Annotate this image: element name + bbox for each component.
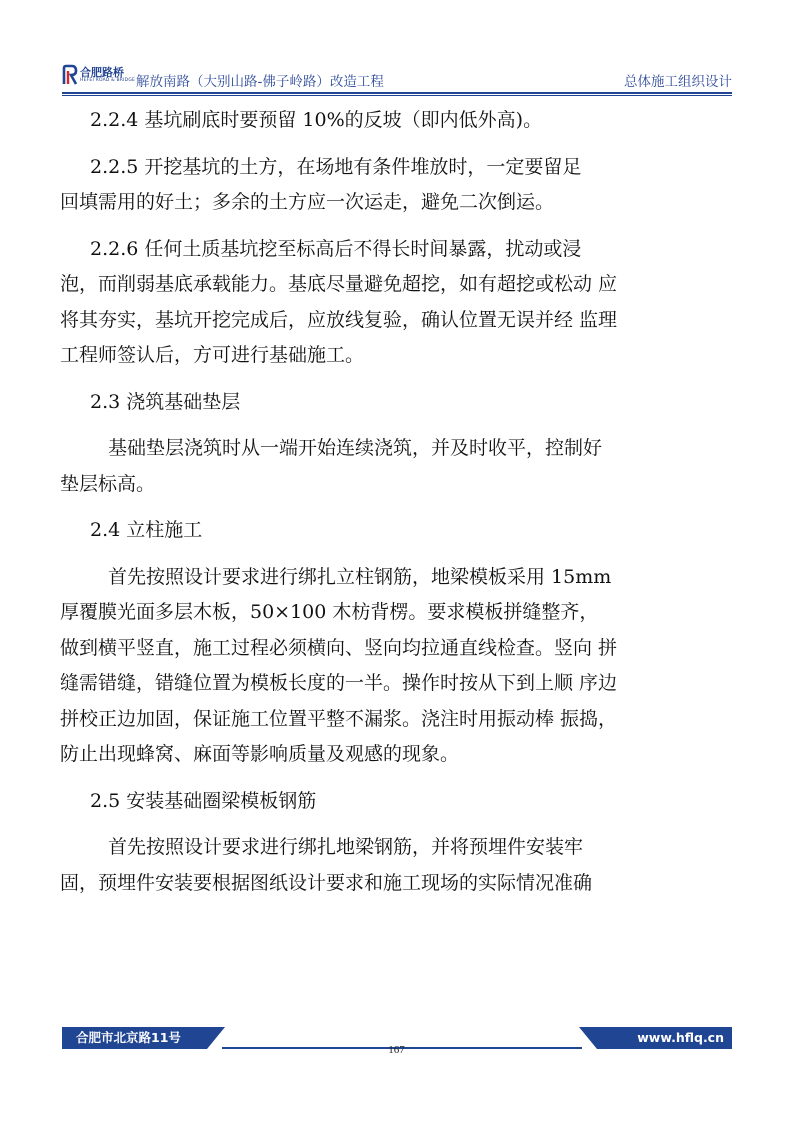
text-line: 拼校正边加固，保证施工位置平整不漏浆。浇注时用振动棒 振捣， bbox=[60, 707, 618, 730]
header-rule bbox=[62, 92, 732, 94]
logo-mark-icon bbox=[62, 64, 78, 86]
page-number: 167 bbox=[388, 1044, 405, 1056]
text-line: 垫层标高。 bbox=[60, 472, 156, 495]
paragraph bbox=[90, 103, 730, 139]
text-line: 2.5 安装基础圈梁模板钢筋 bbox=[90, 789, 317, 812]
text-line: 回填需用的好土；多余的土方应一次运走，避免二次倒运。 bbox=[60, 191, 555, 213]
text-line: 2.3 浇筑基础垫层 bbox=[90, 390, 241, 413]
text-line: 固，预埋件安装要根据图纸设计要求和施工现场的实际情况准确 bbox=[60, 871, 593, 894]
paragraph bbox=[60, 431, 730, 502]
footer-address: 合肥市北京路11号 bbox=[62, 1027, 207, 1049]
text-line: 厚覆膜光面多层木板，50×100 木枋背楞。要求模板拼缝整齐， bbox=[60, 601, 599, 623]
text-line: 2.2.5 开挖基坑的土方，在场地有条件堆放时，一定要留足 bbox=[90, 155, 582, 178]
paragraph bbox=[60, 560, 730, 773]
paragraph bbox=[60, 232, 730, 374]
header-rule-thin bbox=[62, 95, 732, 96]
section-heading bbox=[90, 784, 730, 820]
section-heading bbox=[90, 513, 730, 549]
body-text bbox=[60, 103, 730, 912]
logo-text: 合肥路桥 bbox=[80, 66, 124, 79]
text-line: 2.4 立柱施工 bbox=[90, 519, 203, 541]
text-line: 缝需错缝，错缝位置为模板长度的一半。操作时按从下到上顺 序边 bbox=[60, 672, 618, 694]
text-line: 将其夯实，基坑开挖完成后，应放线复验，确认位置无误并经 监理 bbox=[60, 308, 618, 331]
paragraph bbox=[60, 150, 730, 221]
text-line: 防止出现蜂窝、麻面等影响质量及观感的现象。 bbox=[60, 743, 460, 765]
footer-website: www.hflq.cn bbox=[597, 1027, 732, 1049]
company-logo bbox=[62, 64, 136, 88]
text-line: 2.2.6 任何土质基坑挖至标高后不得长时间暴露，扰动或浸 bbox=[90, 237, 582, 260]
section-heading bbox=[90, 385, 730, 421]
project-title: 解放南路（大别山路-佛子岭路）改造工程 bbox=[136, 74, 384, 90]
text-line: 2.2.4 基坑刷底时要预留 10%的反坡（即内低外高)。 bbox=[90, 109, 543, 131]
paragraph bbox=[60, 830, 730, 901]
logo-subtext: HEFEI ROAD & BRIDGE bbox=[80, 78, 136, 83]
text-line: 泡，而削弱基底承载能力。基底尽量避免超挖，如有超挖或松动 应 bbox=[60, 273, 618, 295]
document-title: 总体施工组织设计 bbox=[624, 74, 732, 90]
text-line: 首先按照设计要求进行绑扎立柱钢筋，地梁模板采用 15mm bbox=[108, 565, 612, 588]
text-line: 做到横平竖直，施工过程必须横向、竖向均拉通直线检查。竖向 拼 bbox=[60, 636, 618, 659]
text-line: 工程师签认后，方可进行基础施工。 bbox=[60, 344, 365, 366]
text-line: 首先按照设计要求进行绑扎地梁钢筋，并将预埋件安装牢 bbox=[108, 836, 584, 858]
text-line: 基础垫层浇筑时从一端开始连续浇筑，并及时收平，控制好 bbox=[108, 437, 603, 459]
page-header bbox=[62, 62, 732, 92]
